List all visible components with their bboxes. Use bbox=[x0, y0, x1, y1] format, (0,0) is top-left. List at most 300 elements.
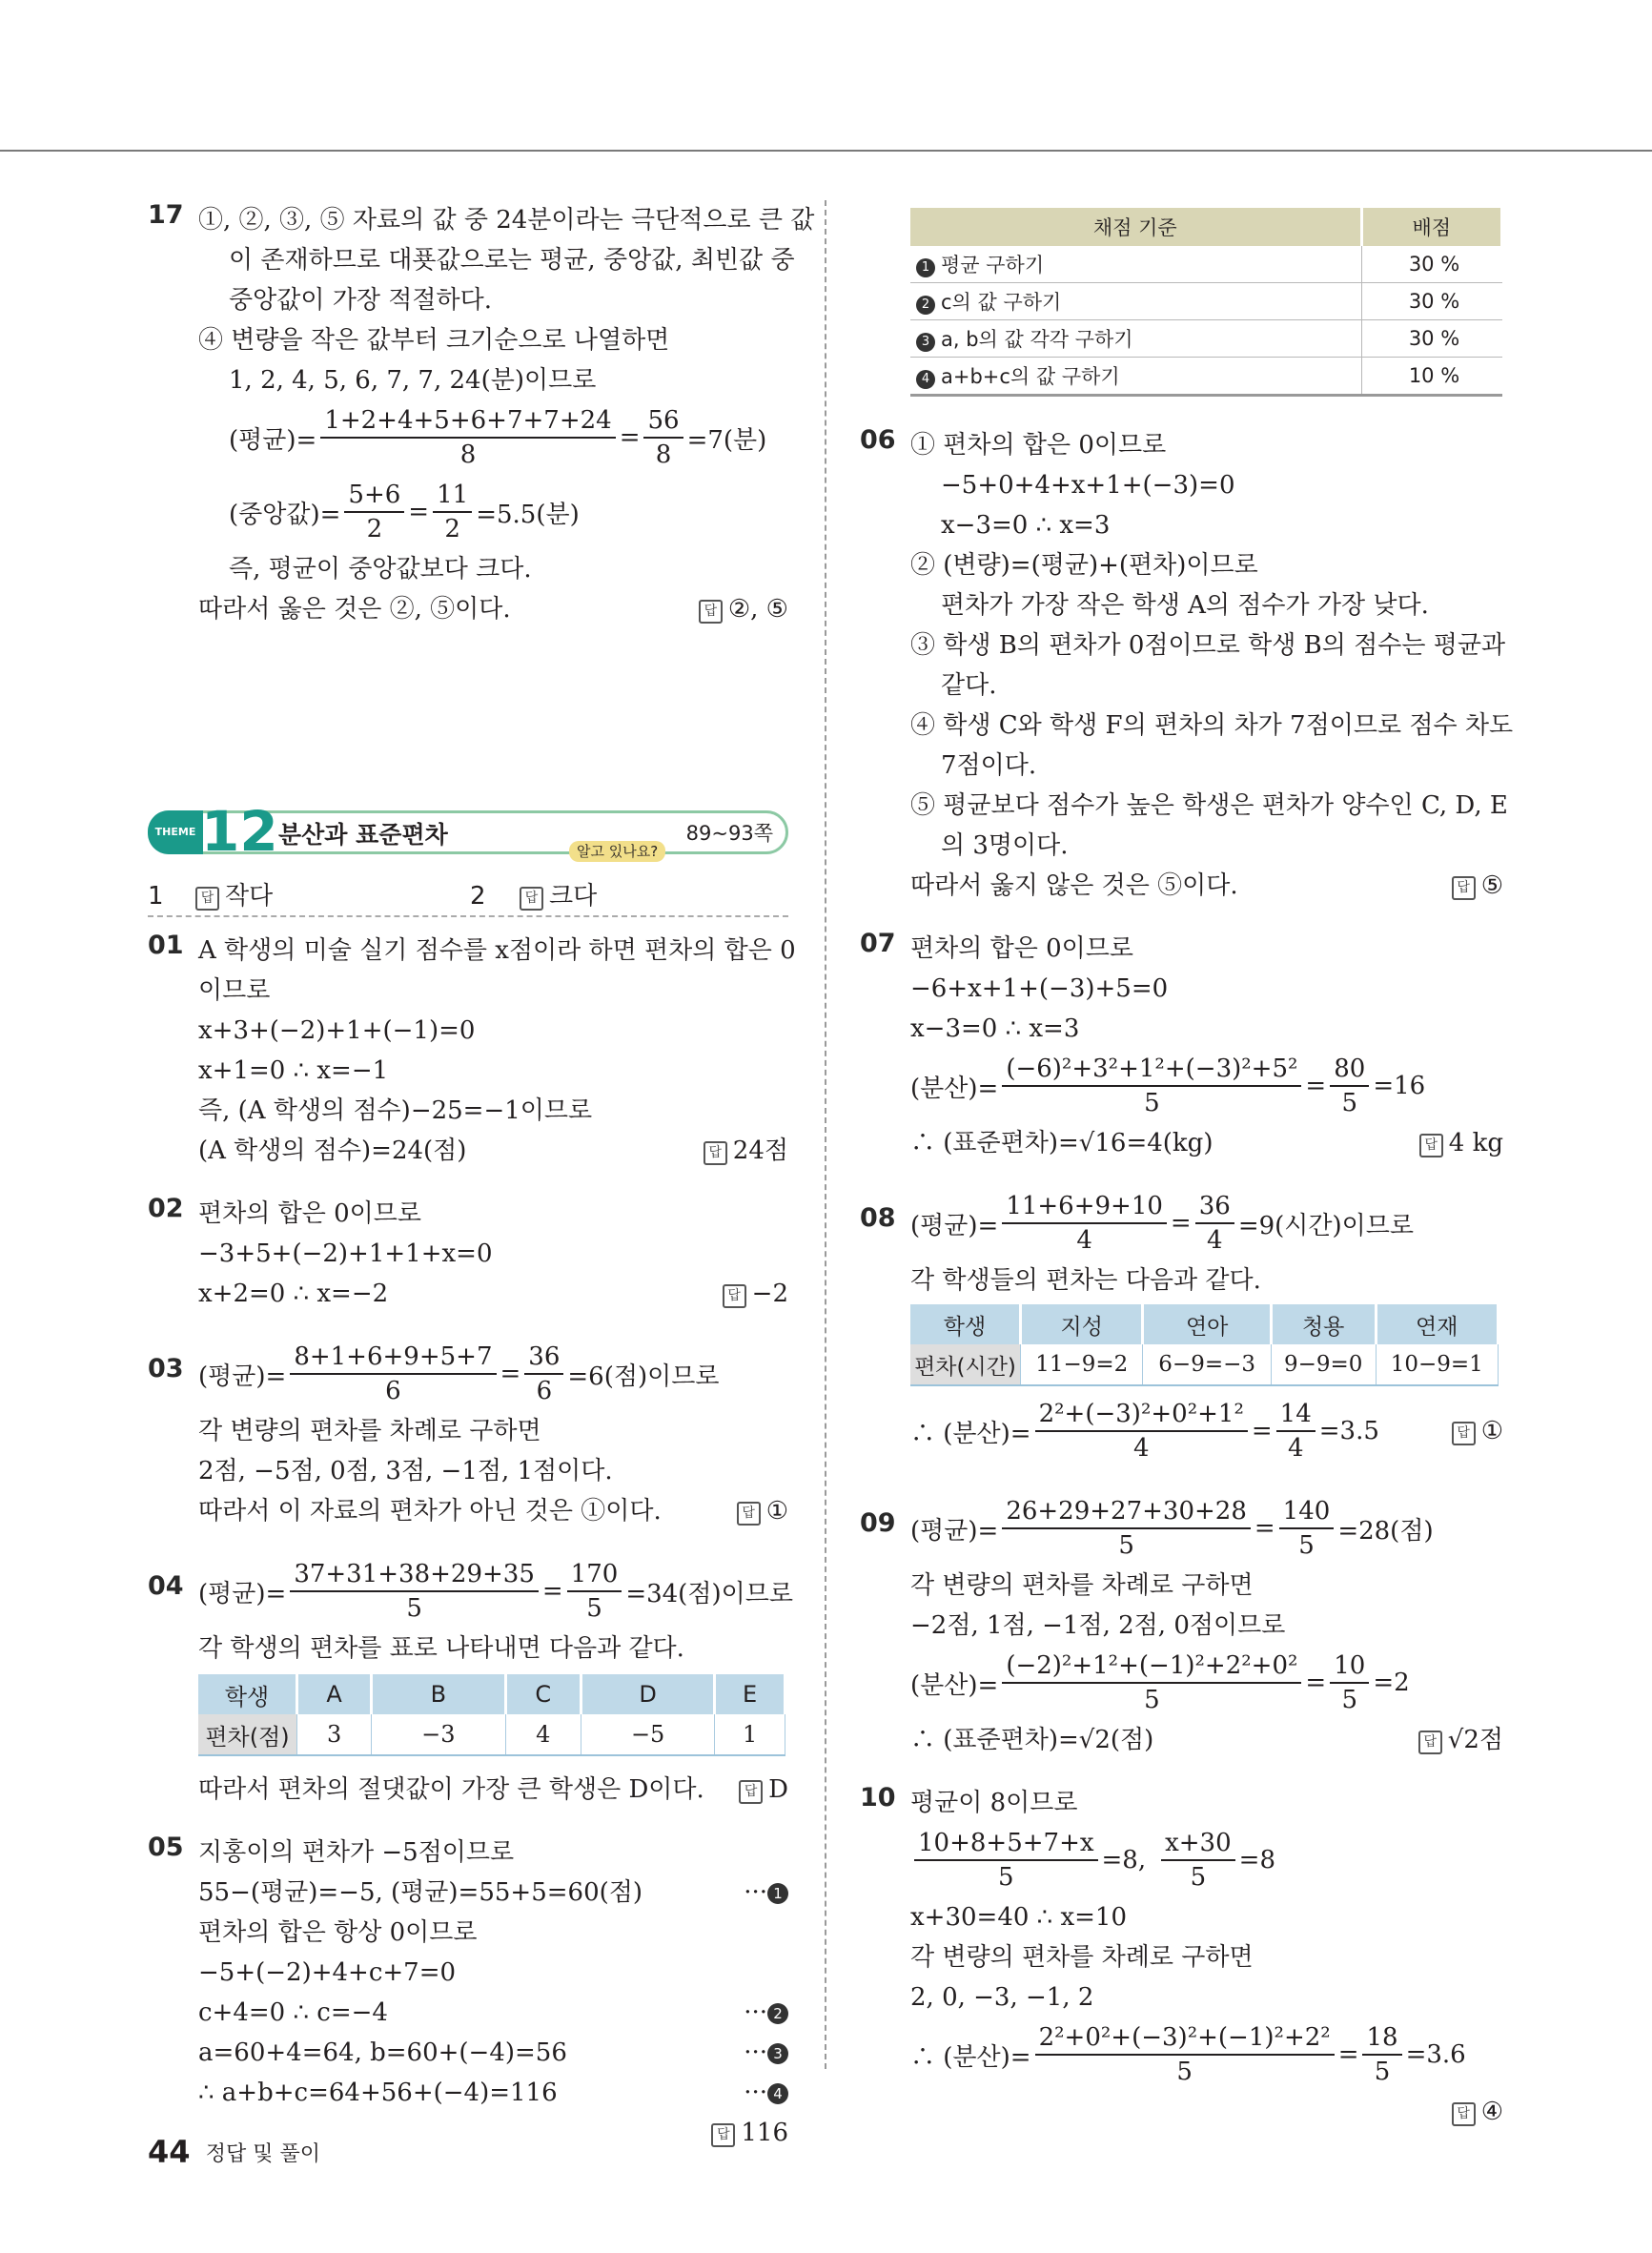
table-header-row bbox=[198, 1674, 785, 1714]
denominator: 5 bbox=[1144, 1089, 1160, 1117]
text-line: ① 편차의 합은 0이므로 bbox=[910, 431, 1167, 460]
text-line: 각 변량의 편차를 차례로 구하면 bbox=[910, 1943, 1254, 1972]
problem-08 bbox=[860, 1186, 1503, 1468]
formula-result: =28(점) bbox=[1337, 1516, 1434, 1546]
criterion-text: c의 값 구하기 bbox=[941, 291, 1062, 314]
formula-result: =34(점)이므로 bbox=[625, 1579, 793, 1608]
text-line: −5+(−2)+4+c+7=0 bbox=[198, 1958, 457, 1987]
text-line: 편차가 가장 작은 학생 A의 점수가 가장 낮다. bbox=[941, 591, 1429, 620]
text-line: x+1=0 ∴ x=−1 bbox=[198, 1056, 389, 1085]
table-row bbox=[910, 358, 1502, 396]
scoring-criteria-table bbox=[910, 208, 1503, 397]
fraction bbox=[433, 481, 472, 543]
criterion-text: 평균 구하기 bbox=[941, 254, 1045, 277]
problem-number: 01 bbox=[148, 931, 184, 960]
problem-number: 06 bbox=[860, 425, 896, 455]
denominator: 5 bbox=[1341, 1686, 1358, 1714]
answer bbox=[1452, 866, 1503, 906]
table-row bbox=[910, 320, 1502, 358]
numerator: 10+8+5+7+x bbox=[914, 1829, 1098, 1861]
table-header: 배점 bbox=[1361, 208, 1502, 246]
text-line: x+3+(−2)+1+(−1)=0 bbox=[198, 1016, 476, 1045]
answer-value: ④ bbox=[1480, 2098, 1503, 2126]
text-line: 편차의 합은 0이므로 bbox=[198, 1199, 421, 1228]
page-number: 44 bbox=[148, 2134, 191, 2170]
equals: = bbox=[408, 498, 430, 526]
theme-tag: 알고 있나요? bbox=[569, 841, 665, 862]
denominator: 5 bbox=[1374, 2058, 1391, 2086]
formula-result: =2 bbox=[1373, 1669, 1410, 1697]
table-cell bbox=[910, 320, 1361, 358]
formula-mean bbox=[198, 400, 788, 475]
column-divider bbox=[825, 200, 826, 2069]
formula-lhs: (분산)= bbox=[910, 1074, 999, 1103]
numerator: 56 bbox=[643, 406, 683, 439]
answer-icon: 답 bbox=[711, 2123, 735, 2147]
denominator: 5 bbox=[1341, 1089, 1358, 1117]
denominator: 8 bbox=[459, 440, 477, 469]
dots: ··· bbox=[744, 2079, 767, 2107]
denominator: 6 bbox=[536, 1377, 553, 1405]
text-line: 편차의 합은 항상 0이므로 bbox=[198, 1918, 478, 1947]
equals: = bbox=[619, 423, 641, 452]
text-line: −5+0+4+x+1+(−3)=0 bbox=[941, 471, 1235, 500]
table-cell: 6−9=−3 bbox=[1143, 1344, 1271, 1385]
text-line: 편차의 합은 0이므로 bbox=[910, 934, 1133, 963]
numerator: 1+2+4+5+6+7+7+24 bbox=[320, 406, 615, 439]
table-cell: 3 bbox=[297, 1714, 372, 1755]
text-line: 따라서 옳은 것은 ②, ⑤이다. bbox=[198, 595, 511, 624]
text-line: 따라서 옳지 않은 것은 ⑤이다. bbox=[910, 871, 1238, 900]
formula-lhs: (중앙값)= bbox=[229, 500, 341, 529]
formula-variance bbox=[910, 1646, 1503, 1720]
fraction bbox=[1330, 1651, 1369, 1714]
equals: = bbox=[1337, 2040, 1359, 2069]
formula-result: =7(분) bbox=[686, 425, 767, 455]
text-line: 즉, (A 학생의 점수)−25=−1이므로 bbox=[198, 1096, 593, 1125]
answer bbox=[711, 2113, 788, 2153]
equals: = bbox=[541, 1577, 563, 1606]
equals: = bbox=[1170, 1209, 1192, 1238]
text-line: −2점, 1점, −1점, 2점, 0점이므로 bbox=[910, 1611, 1286, 1640]
text-line: 각 학생의 편차를 표로 나타내면 다음과 같다. bbox=[198, 1634, 684, 1663]
theme-header bbox=[148, 799, 788, 864]
text-line: 2점, −5점, 0점, 3점, −1점, 1점이다. bbox=[198, 1457, 613, 1485]
formula-mean bbox=[910, 1823, 1503, 1897]
page-footer bbox=[148, 2134, 320, 2170]
problem-number: 04 bbox=[148, 1571, 184, 1601]
answer-icon: 답 bbox=[1452, 2102, 1476, 2126]
formula-result: =8 bbox=[1238, 1846, 1275, 1874]
table-cell bbox=[910, 246, 1361, 283]
step-number: 1 bbox=[916, 258, 935, 277]
equals: = bbox=[1305, 1669, 1327, 1697]
problem-17 bbox=[148, 200, 815, 629]
table-cell: 30 % bbox=[1361, 283, 1502, 320]
table-cell: −3 bbox=[372, 1714, 505, 1755]
fraction bbox=[1195, 1192, 1234, 1255]
answer-icon: 답 bbox=[723, 1284, 746, 1308]
deviation-table bbox=[910, 1304, 1499, 1386]
formula-variance bbox=[910, 2017, 1503, 2092]
fraction bbox=[1002, 1055, 1301, 1117]
table-header: D bbox=[581, 1674, 715, 1714]
dots: ··· bbox=[744, 1998, 767, 2027]
fraction bbox=[320, 406, 615, 469]
text-line: 즉, 평균이 중앙값보다 크다. bbox=[229, 555, 532, 584]
text-line: ∴ a+b+c=64+56+(−4)=116 bbox=[198, 2079, 558, 2107]
step-number: 1 bbox=[767, 1883, 788, 1904]
fraction bbox=[1002, 1497, 1251, 1560]
quick-answer bbox=[520, 877, 597, 915]
text-line: ④ 학생 C와 학생 F의 편차의 차가 7점이므로 점수 차도 bbox=[910, 711, 1514, 740]
left-column bbox=[148, 200, 815, 2176]
problem-number: 09 bbox=[860, 1508, 896, 1538]
answer bbox=[723, 1274, 788, 1314]
numerator: (−6)²+3²+1²+(−3)²+5² bbox=[1002, 1055, 1301, 1087]
answer-value: ① bbox=[765, 1497, 788, 1526]
denominator: 4 bbox=[1287, 1434, 1304, 1463]
fraction bbox=[567, 1560, 622, 1623]
denominator: 5 bbox=[406, 1594, 422, 1623]
fraction bbox=[1002, 1192, 1167, 1255]
answer-line bbox=[910, 1720, 1503, 1760]
numerator: x+30 bbox=[1161, 1829, 1235, 1861]
marked-line bbox=[198, 1873, 788, 1913]
step-mark bbox=[744, 2073, 788, 2113]
problem-05 bbox=[148, 1833, 788, 2153]
numerator: 37+31+38+29+35 bbox=[290, 1560, 539, 1592]
table-header: 학생 bbox=[198, 1674, 297, 1714]
text-line: 같다. bbox=[941, 671, 997, 700]
answer-icon: 답 bbox=[739, 1780, 763, 1804]
answer bbox=[1418, 1720, 1503, 1760]
text-line: 각 변량의 편차를 차례로 구하면 bbox=[910, 1571, 1254, 1600]
answer-value: 작다 bbox=[225, 882, 274, 911]
table-header: 지성 bbox=[1021, 1304, 1143, 1344]
step-mark bbox=[744, 1993, 788, 2033]
table-header: 청용 bbox=[1271, 1304, 1376, 1344]
formula-lhs: (평균)= bbox=[229, 425, 317, 455]
numerator: 10 bbox=[1330, 1651, 1369, 1684]
answer-line bbox=[910, 2092, 1503, 2132]
numerator: 18 bbox=[1362, 2023, 1401, 2056]
step-number: 4 bbox=[767, 2083, 788, 2104]
text-line: x−3=0 ∴ x=3 bbox=[910, 1014, 1080, 1043]
step-number: 3 bbox=[767, 2043, 788, 2064]
fraction bbox=[524, 1342, 563, 1405]
formula-lhs: (평균)= bbox=[198, 1362, 287, 1391]
step-number: 4 bbox=[916, 370, 935, 389]
answer bbox=[1452, 2092, 1503, 2132]
formula-result: =6(점)이므로 bbox=[567, 1362, 720, 1391]
text-line: 중앙값이 가장 적절하다. bbox=[229, 286, 492, 315]
answer bbox=[704, 1131, 788, 1171]
answer-icon: 답 bbox=[1452, 876, 1476, 900]
numerator: 2²+0²+(−3)²+(−1)²+2² bbox=[1035, 2023, 1335, 2056]
text-line: x+30=40 ∴ x=10 bbox=[910, 1903, 1128, 1932]
problem-number: 17 bbox=[148, 200, 184, 230]
text-line: ③ 학생 B의 편차가 0점이므로 학생 B의 점수는 평균과 bbox=[910, 631, 1506, 660]
text-line: 의 3명이다. bbox=[941, 831, 1069, 860]
answer-value: −2 bbox=[751, 1280, 788, 1308]
theme-badge: THEME bbox=[148, 810, 203, 854]
formula-mean bbox=[198, 1337, 788, 1411]
fraction bbox=[1276, 1400, 1315, 1463]
step-mark bbox=[744, 2033, 788, 2073]
text-line: 평균이 8이므로 bbox=[910, 1789, 1078, 1817]
formula-lhs: ∴ (분산)= bbox=[910, 1419, 1031, 1448]
text-line: ∴ (표준편차)=√2(점) bbox=[910, 1726, 1154, 1754]
answer bbox=[699, 589, 788, 629]
denominator: 5 bbox=[1176, 2058, 1193, 2086]
table-row bbox=[910, 246, 1502, 283]
marked-line bbox=[198, 1993, 788, 2033]
fraction bbox=[1362, 2023, 1401, 2086]
table-cell bbox=[910, 358, 1361, 396]
answer-value: 크다 bbox=[549, 882, 598, 911]
fraction bbox=[914, 1829, 1098, 1892]
quick-number: 1 bbox=[148, 882, 164, 911]
table-row-header: 편차(시간) bbox=[910, 1344, 1021, 1385]
table-cell: 30 % bbox=[1361, 246, 1502, 283]
step-number: 2 bbox=[767, 2003, 788, 2024]
table-header-row bbox=[910, 208, 1502, 246]
answer-value: 4 kg bbox=[1448, 1129, 1503, 1157]
table-row bbox=[198, 1714, 785, 1755]
numerator: 8+1+6+9+5+7 bbox=[290, 1342, 496, 1375]
formula-result: =3.5 bbox=[1318, 1417, 1379, 1445]
text-line: 따라서 이 자료의 편차가 아닌 것은 ①이다. bbox=[198, 1497, 662, 1526]
answer bbox=[737, 1491, 788, 1531]
denominator: 6 bbox=[385, 1377, 401, 1405]
equals: = bbox=[1251, 1417, 1273, 1445]
numerator: 36 bbox=[524, 1342, 563, 1375]
formula-mid: =8, bbox=[1101, 1846, 1147, 1874]
formula-lhs: (평균)= bbox=[910, 1516, 999, 1546]
fraction bbox=[1035, 2023, 1335, 2086]
answer-line bbox=[198, 1491, 788, 1531]
equals: = bbox=[500, 1360, 521, 1388]
table-header: 연재 bbox=[1376, 1304, 1498, 1344]
numerator: 170 bbox=[567, 1560, 622, 1592]
denominator: 4 bbox=[1132, 1434, 1150, 1463]
table-row-header: 편차(점) bbox=[198, 1714, 297, 1755]
problem-number: 10 bbox=[860, 1783, 896, 1813]
quick-answer bbox=[195, 877, 273, 915]
right-column bbox=[860, 208, 1514, 2155]
quick-number: 2 bbox=[470, 882, 486, 911]
table-row bbox=[910, 1344, 1499, 1385]
deviation-table bbox=[198, 1674, 786, 1756]
formula-mean bbox=[910, 1491, 1503, 1566]
text-line: 따라서 편차의 절댓값이 가장 큰 학생은 D이다. bbox=[198, 1775, 704, 1804]
answer bbox=[1452, 1417, 1503, 1445]
formula-lhs: ∴ (분산)= bbox=[910, 2042, 1031, 2072]
theme-title: 분산과 표준편차 bbox=[278, 821, 448, 849]
problem-07 bbox=[860, 929, 1503, 1163]
problem-number: 05 bbox=[148, 1833, 184, 1862]
table-header: 학생 bbox=[910, 1304, 1021, 1344]
text-line: 이 존재하므로 대푯값으로는 평균, 중앙값, 최빈값 중 bbox=[229, 246, 795, 275]
answer-icon: 답 bbox=[737, 1502, 761, 1526]
theme-number: 12 bbox=[201, 799, 278, 864]
denominator: 5 bbox=[1190, 1863, 1207, 1892]
answer bbox=[1419, 1123, 1503, 1163]
criterion-text: a+b+c의 값 구하기 bbox=[941, 365, 1120, 388]
answer-value: ⑤ bbox=[1480, 871, 1503, 900]
problem-04 bbox=[148, 1554, 793, 1810]
text-line: 이므로 bbox=[198, 976, 271, 1005]
formula-mean bbox=[910, 1186, 1503, 1260]
header-rule bbox=[0, 150, 1652, 152]
text-line: −6+x+1+(−3)+5=0 bbox=[910, 974, 1169, 1003]
table-cell: 4 bbox=[505, 1714, 581, 1755]
text-line: (A 학생의 점수)=24(점) bbox=[198, 1137, 467, 1165]
marked-line bbox=[198, 2073, 788, 2113]
text-line: 각 변량의 편차를 차례로 구하면 bbox=[198, 1417, 541, 1445]
problem-02 bbox=[148, 1194, 788, 1314]
answer-icon: 답 bbox=[195, 887, 219, 911]
numerator: 36 bbox=[1195, 1192, 1234, 1224]
dots: ··· bbox=[744, 2038, 767, 2067]
table-cell: 30 % bbox=[1361, 320, 1502, 358]
denominator: 5 bbox=[997, 1863, 1014, 1892]
fraction bbox=[290, 1342, 496, 1405]
numerator: 80 bbox=[1330, 1055, 1369, 1087]
table-row bbox=[910, 283, 1502, 320]
fraction bbox=[290, 1560, 539, 1623]
problem-06 bbox=[860, 425, 1514, 906]
denominator: 2 bbox=[444, 515, 460, 543]
problem-09 bbox=[860, 1491, 1503, 1760]
text-line: 1, 2, 4, 5, 6, 7, 7, 24(분)이므로 bbox=[229, 366, 597, 395]
answer-line bbox=[198, 589, 788, 629]
table-cell: 10 % bbox=[1361, 358, 1502, 396]
table-header: E bbox=[715, 1674, 785, 1714]
numerator: 11+6+9+10 bbox=[1002, 1192, 1167, 1224]
table-cell: 1 bbox=[715, 1714, 785, 1755]
fraction bbox=[1035, 1400, 1248, 1463]
formula-result: =3.6 bbox=[1405, 2040, 1466, 2069]
numerator: 5+6 bbox=[344, 481, 404, 513]
text-line: ①, ②, ③, ⑤ 자료의 값 중 24분이라는 극단적으로 큰 값 bbox=[198, 206, 815, 235]
table-cell: 11−9=2 bbox=[1021, 1344, 1143, 1385]
table-header-row bbox=[910, 1304, 1499, 1344]
answer-line bbox=[198, 1274, 788, 1314]
text-line: x−3=0 ∴ x=3 bbox=[941, 511, 1111, 540]
fraction bbox=[643, 406, 683, 469]
equals: = bbox=[1254, 1514, 1275, 1543]
formula-result: =16 bbox=[1373, 1072, 1426, 1100]
table-header: C bbox=[505, 1674, 581, 1714]
theme-pages: 89~93쪽 bbox=[685, 822, 773, 845]
text-line: −3+5+(−2)+1+1+x=0 bbox=[198, 1239, 493, 1268]
numerator: (−2)²+1²+(−1)²+2²+0² bbox=[1002, 1651, 1301, 1684]
problem-01 bbox=[148, 931, 796, 1171]
table-header: B bbox=[372, 1674, 505, 1714]
denominator: 5 bbox=[1118, 1531, 1134, 1560]
denominator: 4 bbox=[1206, 1226, 1223, 1255]
formula-median bbox=[198, 475, 788, 549]
footer-label: 정답 및 풀이 bbox=[205, 2142, 321, 2166]
text-line: ② (변량)=(평균)+(편차)이므로 bbox=[910, 551, 1258, 580]
problem-10 bbox=[860, 1783, 1503, 2132]
problem-number: 02 bbox=[148, 1194, 184, 1223]
answer-icon: 답 bbox=[704, 1141, 727, 1165]
table-header: 연아 bbox=[1143, 1304, 1271, 1344]
problem-number: 07 bbox=[860, 929, 896, 958]
answer-icon: 답 bbox=[699, 600, 723, 624]
numerator: 11 bbox=[433, 481, 472, 513]
answer-value: D bbox=[768, 1775, 788, 1804]
quick-answers bbox=[148, 877, 788, 917]
table-cell: 9−9=0 bbox=[1271, 1344, 1376, 1385]
text-line: 7점이다. bbox=[941, 751, 1037, 780]
denominator: 8 bbox=[655, 440, 672, 469]
equals: = bbox=[1305, 1072, 1327, 1100]
answer-line bbox=[910, 1123, 1503, 1163]
numerator: 26+29+27+30+28 bbox=[1002, 1497, 1251, 1529]
problem-03 bbox=[148, 1337, 788, 1531]
formula-lhs: (평균)= bbox=[198, 1579, 287, 1608]
fraction bbox=[1161, 1829, 1235, 1892]
fraction bbox=[344, 481, 404, 543]
fraction bbox=[1279, 1497, 1335, 1560]
numerator: 140 bbox=[1279, 1497, 1335, 1529]
formula-result: =5.5(분) bbox=[476, 500, 580, 529]
problem-number: 08 bbox=[860, 1203, 896, 1233]
table-cell: −5 bbox=[581, 1714, 715, 1755]
text-line: A 학생의 미술 실기 점수를 x점이라 하면 편차의 합은 0 bbox=[198, 936, 796, 965]
text-line: 각 학생들의 편차는 다음과 같다. bbox=[910, 1266, 1261, 1295]
denominator: 2 bbox=[366, 515, 383, 543]
denominator: 5 bbox=[586, 1594, 602, 1623]
table-cell: 10−9=1 bbox=[1376, 1344, 1498, 1385]
step-number: 2 bbox=[916, 296, 935, 315]
dots: ··· bbox=[744, 1878, 767, 1907]
answer-value: 24점 bbox=[732, 1137, 788, 1165]
formula-lhs: (평균)= bbox=[910, 1211, 999, 1240]
fraction bbox=[1002, 1651, 1301, 1714]
formula-result: =9(시간)이므로 bbox=[1237, 1211, 1415, 1240]
formula-mean bbox=[198, 1554, 793, 1628]
text-line: ⑤ 평균보다 점수가 높은 학생은 편차가 양수인 C, D, E bbox=[910, 791, 1508, 820]
denominator: 5 bbox=[1144, 1686, 1160, 1714]
marked-line bbox=[198, 2033, 788, 2073]
table-header: 채점 기준 bbox=[910, 208, 1361, 246]
answer-value: 116 bbox=[741, 2119, 788, 2147]
step-number: 3 bbox=[916, 333, 935, 352]
text-line: c+4=0 ∴ c=−4 bbox=[198, 1998, 388, 2027]
answer-icon: 답 bbox=[1419, 1134, 1443, 1157]
formula-lhs: (분산)= bbox=[910, 1670, 999, 1700]
text-line: x+2=0 ∴ x=−2 bbox=[198, 1280, 389, 1308]
denominator: 4 bbox=[1076, 1226, 1092, 1255]
answer-value: √2점 bbox=[1447, 1726, 1503, 1754]
table-cell bbox=[910, 283, 1361, 320]
text-line: 55−(평균)=−5, (평균)=55+5=60(점) bbox=[198, 1878, 643, 1907]
answer-line bbox=[910, 866, 1503, 906]
criterion-text: a, b의 값 각각 구하기 bbox=[941, 328, 1133, 351]
answer-icon: 답 bbox=[1452, 1422, 1476, 1445]
denominator: 5 bbox=[1298, 1531, 1315, 1560]
answer-line bbox=[198, 1770, 788, 1810]
text-line: a=60+4=64, b=60+(−4)=56 bbox=[198, 2038, 567, 2067]
answer-icon: 답 bbox=[520, 887, 543, 911]
formula-variance bbox=[910, 1049, 1503, 1123]
text-line: 지홍이의 편차가 −5점이므로 bbox=[198, 1838, 515, 1867]
